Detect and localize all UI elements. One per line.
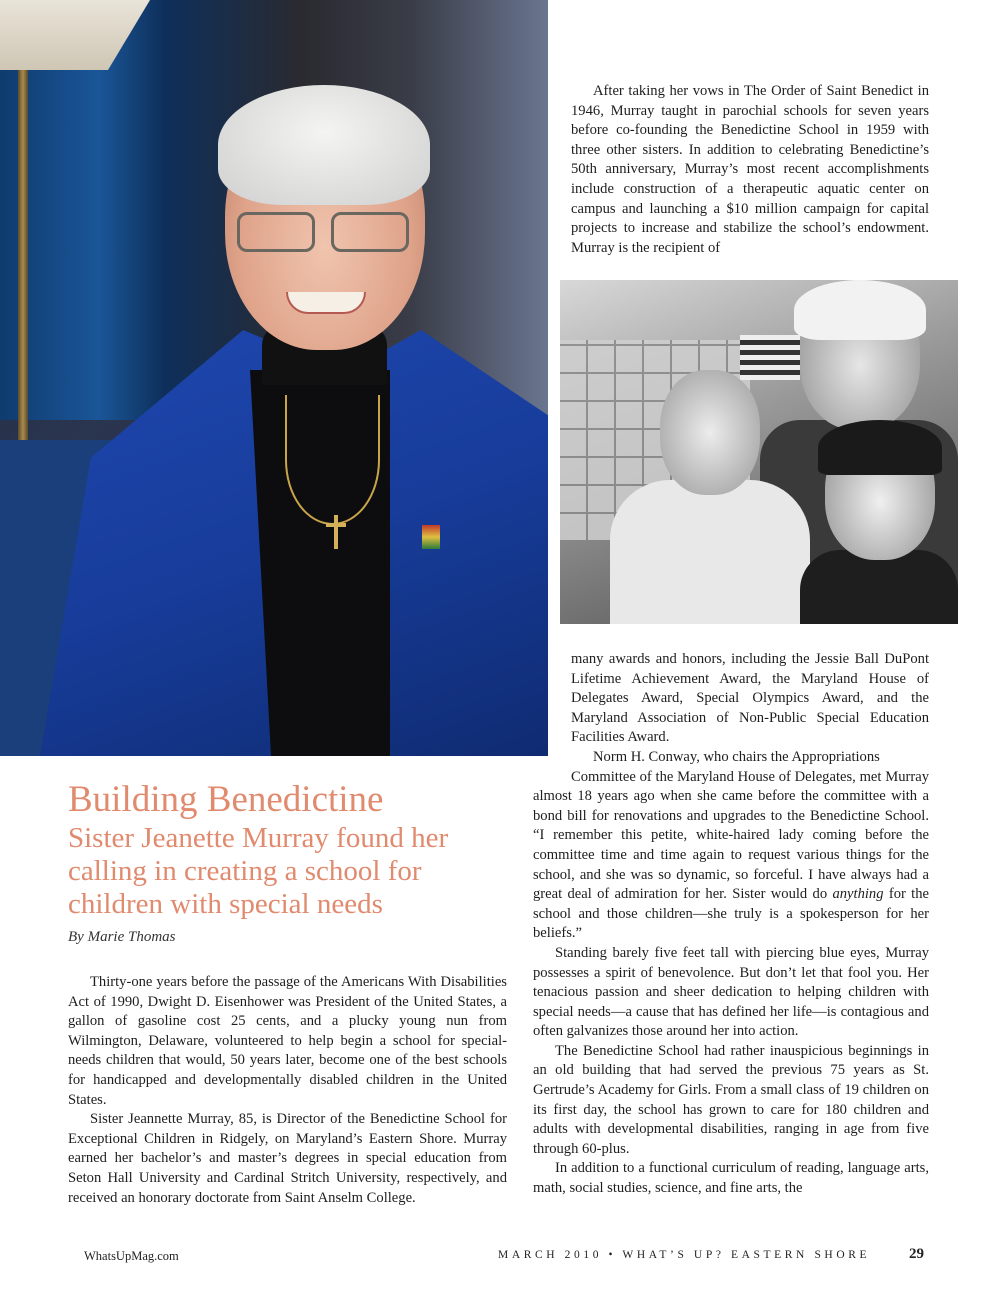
classroom-photo xyxy=(560,280,958,624)
issue-footer: MARCH 2010 • WHAT’S UP? EASTERN SHORE xyxy=(498,1249,871,1261)
child-body xyxy=(610,480,810,624)
american-flag xyxy=(740,335,800,380)
adult-hair xyxy=(794,280,926,340)
body-paragraph: After taking her vows in The Order of Saint Benedict in 1946, Murray taught in parochial schools for seven years before co-founding the Benedictine School in 1959 with three other sisters. In addition to celebrating Benedictine’s 50th anniversary, Murray’s most recent accomplishments include construction of a therapeutic aquatic center on campus and launching a $10 million campaign for capital projects to increase and stabilize the school’s endowment. Murray is the recipient of xyxy=(571,83,929,256)
byline: By Marie Thomas xyxy=(68,929,176,945)
article-headline-block xyxy=(68,778,508,921)
cross-pendant xyxy=(334,515,338,549)
smile xyxy=(286,292,366,314)
body-paragraph: The Benedictine School had rather inauspicious beginnings in an old building that had served the previous 75 years as St. Gertrude’s Academy for Girls. From a small class of 19 children on its first day, the school has grown to care for 180 children and adults with developmental disabilities, ranging in age from five through 60-plus. xyxy=(533,1042,929,1157)
child-body xyxy=(800,550,958,624)
eyeglasses xyxy=(237,212,409,256)
article-column-right-bottom xyxy=(533,650,929,1199)
headline: Building Benedictine xyxy=(68,779,384,820)
body-paragraph: Standing barely five feet tall with piercing blue eyes, Murray possesses a spirit of benevolence. But don’t let that fool you. Her tenacious passion and sheer dedication to helping children with special needs—a cause that has defined her life—is contagious and often galvanizes those around her into action. xyxy=(533,944,929,1040)
body-paragraph: Thirty-one years before the passage of the Americans With Disabilities Act of 1990, Dwight D. Eisenhower was President of the United States, a gallon of gasoline cost 25 cents, and a plucky young nun from Wilmington, Delaware, volunteered to help begin a school for special-needs children that would, 50 years later, become one of the best schools for handicapped and developmentally disabled children in the United States. xyxy=(68,974,507,1108)
child-face xyxy=(660,370,760,495)
body-paragraph: Sister Jeannette Murray, 85, is Director of the Benedictine School for Exceptional Children in Ridgely, on Maryland’s Eastern Shore. Murray earned her bachelor’s and master’s degrees in special education from Seton Hall University and Cardinal Stritch University, respectively, and received an honorary doctorate from Saint Anselm College. xyxy=(68,1111,507,1206)
website-footer: WhatsUpMag.com xyxy=(84,1249,179,1263)
article-column-left xyxy=(68,973,507,1208)
child-hair xyxy=(818,420,942,475)
white-hair xyxy=(218,85,430,205)
page-number: 29 xyxy=(909,1246,924,1262)
body-paragraph: Committee of the Maryland House of Delegates, met Murray almost 18 years ago when she came before the committee with a bond bill for renovations and upgrades to the Benedictine School. “I remember this petite, white-haired lady coming before the committee time and time again to request various things for the school, and she was so dynamic, so forceful. I have always had a great deal of admiration for her. Sister would do anything for the school and those children—she truly is a spokesperson for her beliefs.” xyxy=(533,768,929,942)
body-paragraph: many awards and honors, including the Jessie Ball DuPont Lifetime Achievement Award, the Maryland House of Delegates Award, Special Olympics Award, and the Maryland Association of Non-Public Special Education Facilities Award. xyxy=(571,651,929,746)
portrait-photo xyxy=(0,0,548,756)
body-paragraph: Norm H. Conway, who chairs the Appropriations xyxy=(593,748,880,765)
lapel-pin xyxy=(422,525,440,549)
body-paragraph: In addition to a functional curriculum of reading, language arts, math, social studies, science, and fine arts, the xyxy=(533,1160,929,1197)
emphasis: anything xyxy=(832,886,884,903)
subheadline: Sister Jeanette Murray found her calling in creating a school for children with special needs xyxy=(68,822,449,920)
article-column-right-top xyxy=(571,82,929,258)
necklace-chain xyxy=(285,395,380,525)
